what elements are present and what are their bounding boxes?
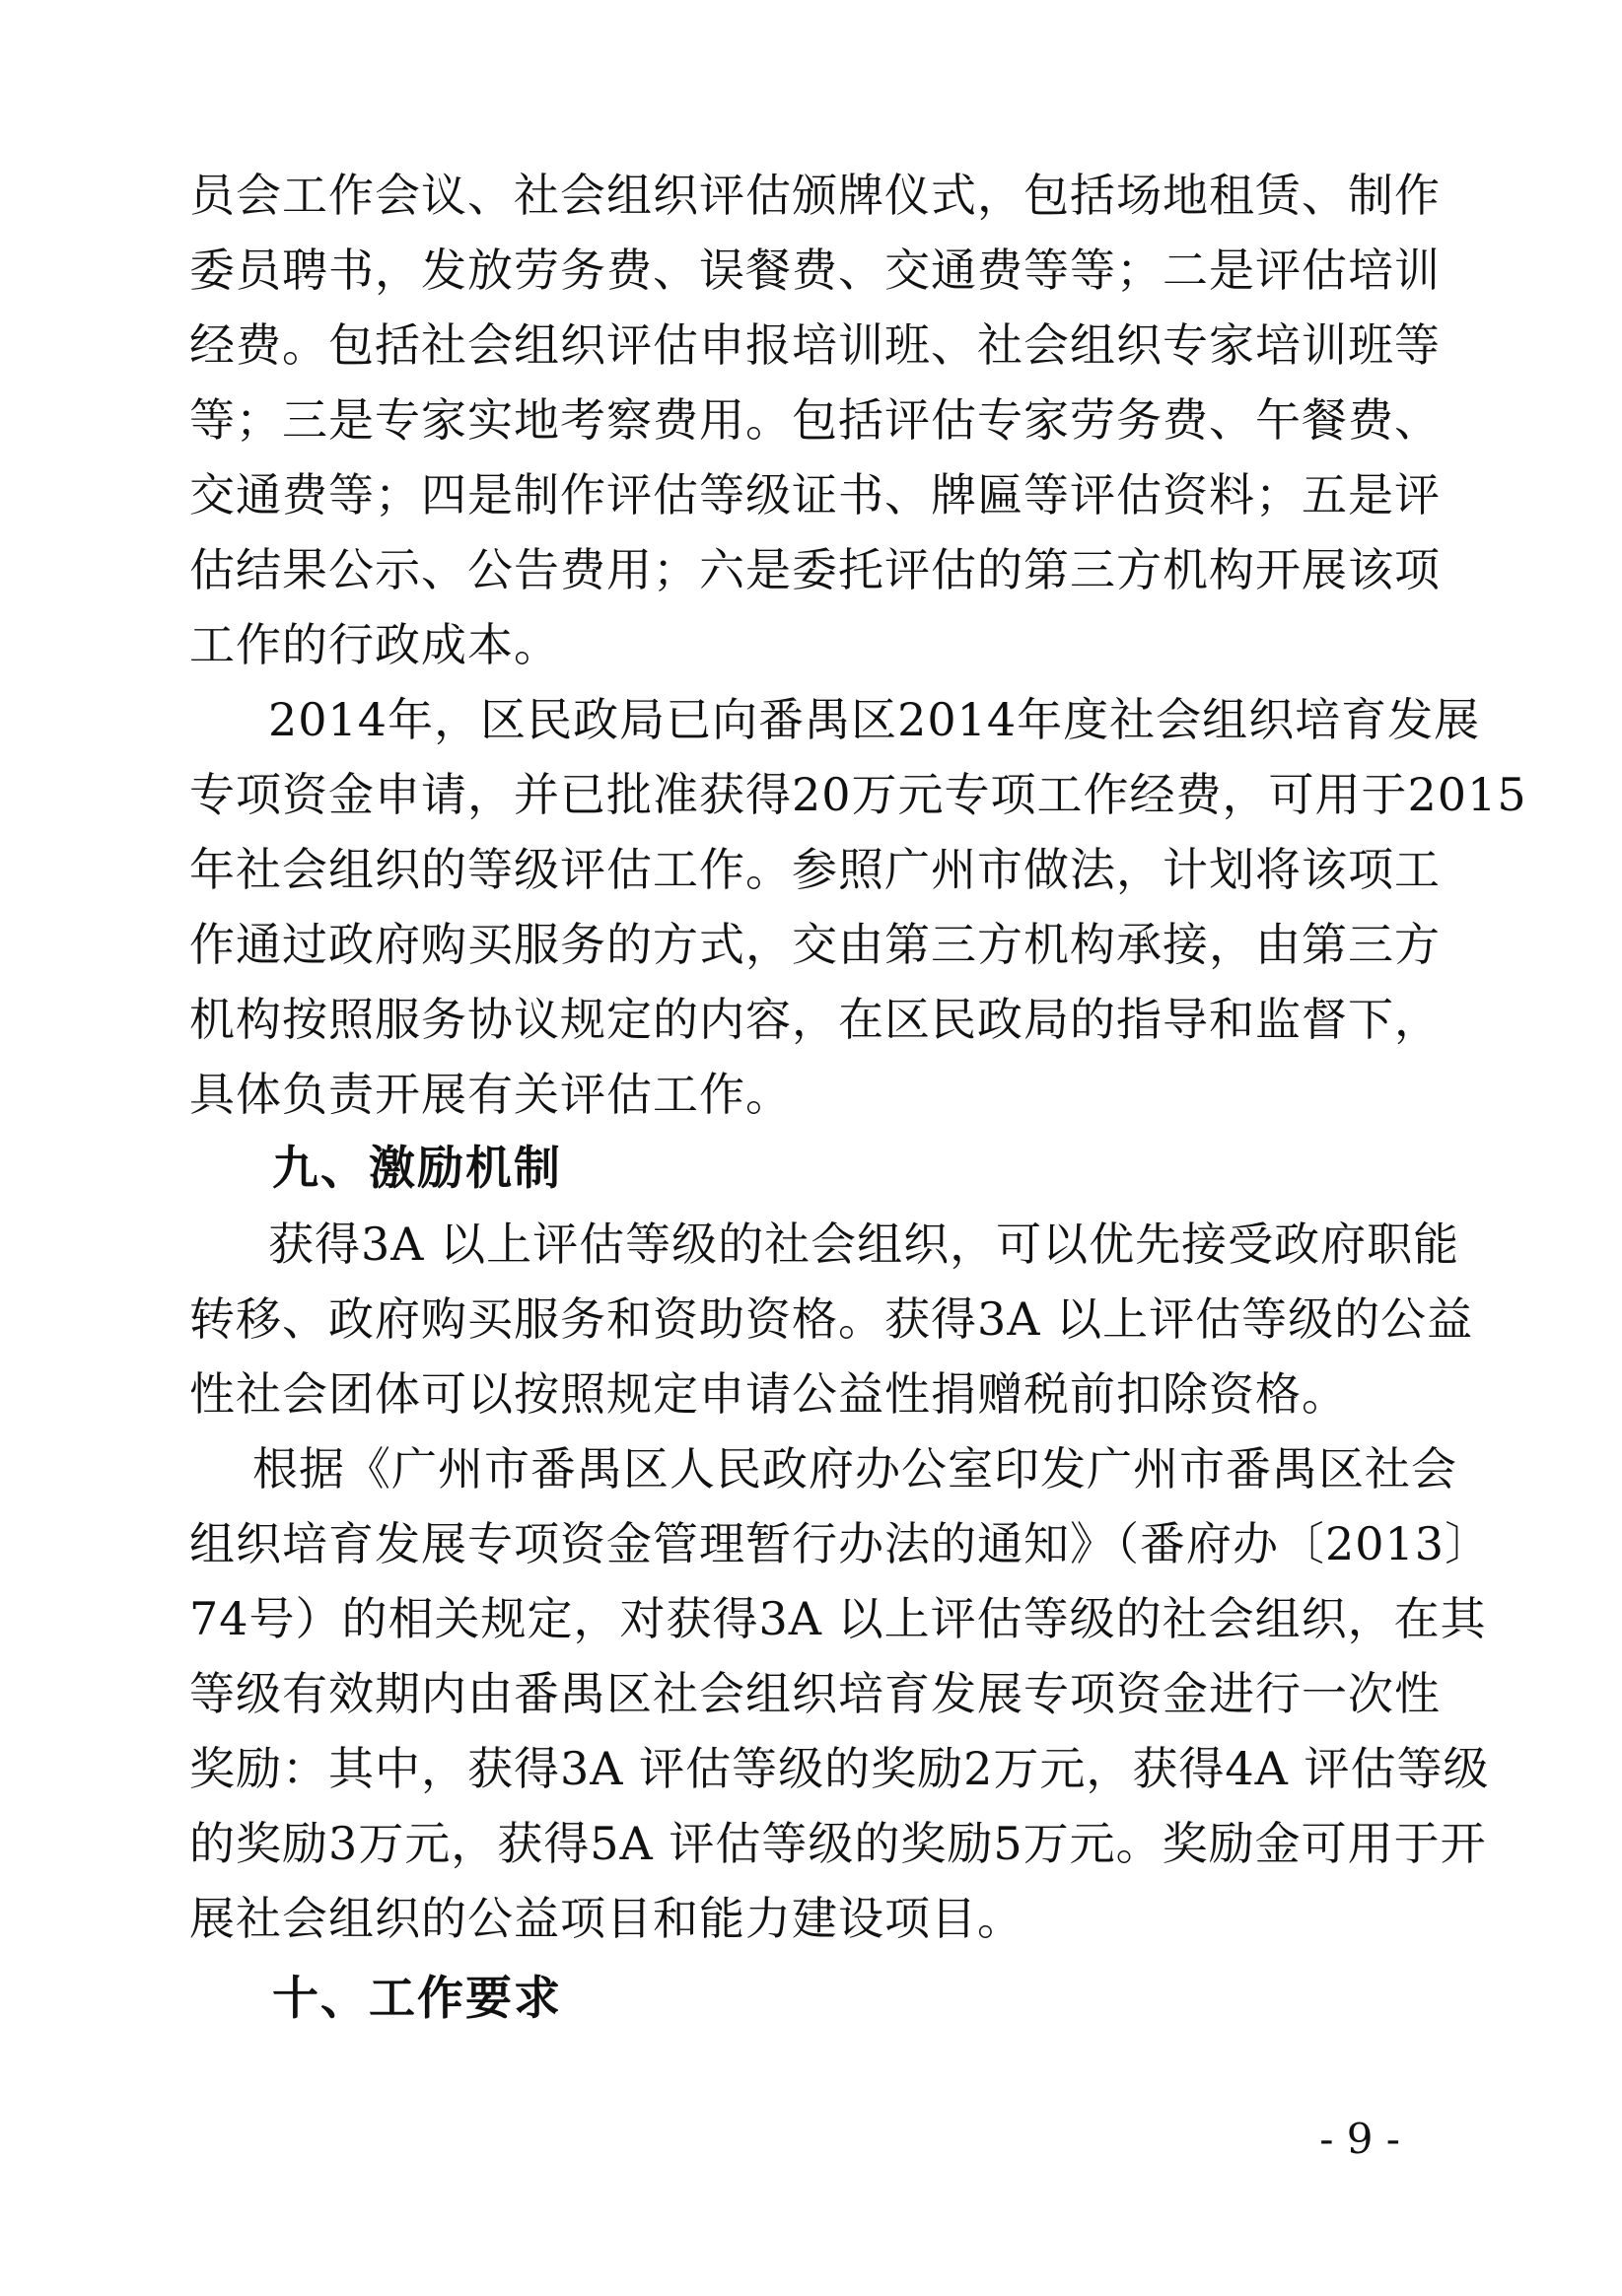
body-text-line: 员会工作会议、社会组织评估颁牌仪式，包括场地租赁、制作 [189,169,1441,222]
body-text-line: 奖励：其中，获得3A 评估等级的奖励2万元，获得4A 评估等级 [189,1742,1490,1795]
body-text-line: 等；三是专家实地考察费用。包括评估专家劳务费、午餐费、 [189,393,1441,447]
body-text-line: 具体负责开展有关评估工作。 [189,1068,792,1121]
body-text-line: 的奖励3万元，获得5A 评估等级的奖励5万元。奖励金可用于开 [189,1817,1487,1870]
body-text-line: 性社会团体可以按照规定申请公益性捐赠税前扣除资格。 [189,1367,1348,1421]
page-number: - 9 - [1319,2115,1400,2163]
body-text-line: 作通过政府购买服务的方式，交由第三方机构承接，由第三方 [189,918,1441,971]
body-text-line: 展社会组织的公益项目和能力建设项目。 [189,1892,1023,1945]
body-text-line: 转移、政府购买服务和资助资格。获得3A 以上评估等级的公益 [189,1292,1474,1346]
body-text-line: 根据《广州市番禺区人民政府办公室印发广州市番禺区社会 [252,1442,1457,1496]
body-text-line: 年社会组织的等级评估工作。参照广州市做法，计划将该项工 [189,843,1441,896]
body-text-line: 74号）的相关规定，对获得3A 以上评估等级的社会组织，在其 [189,1592,1487,1645]
section-heading: 九、激励机制 [272,1142,562,1196]
body-text-line: 估结果公示、公告费用；六是委托评估的第三方机构开展该项 [189,543,1441,596]
body-text-line: 工作的行政成本。 [189,618,560,671]
body-text-line: 交通费等；四是制作评估等级证书、牌匾等评估资料；五是评 [189,468,1441,522]
body-text-line: 组织培育发展专项资金管理暂行办法的通知》（番府办〔2013〕 [189,1517,1492,1570]
body-text-line: 等级有效期内由番禺区社会组织培育发展专项资金进行一次性 [189,1667,1441,1720]
section-heading: 十、工作要求 [272,1972,562,2026]
body-text-line: 获得3A 以上评估等级的社会组织，可以优先接受政府职能 [268,1218,1460,1271]
body-text-line: 专项资金申请，并已批准获得20万元专项工作经费，可用于2015 [189,768,1527,821]
body-text-line: 委员聘书，发放劳务费、误餐费、交通费等等；二是评估培训 [189,244,1441,297]
body-text-line: 经费。包括社会组织评估申报培训班、社会组织专家培训班等 [189,318,1441,372]
body-text-line: 2014年，区民政局已向番禺区2014年度社会组织培育发展 [268,693,1481,746]
body-text-line: 机构按照服务协议规定的内容，在区民政局的指导和监督下， [189,993,1441,1046]
